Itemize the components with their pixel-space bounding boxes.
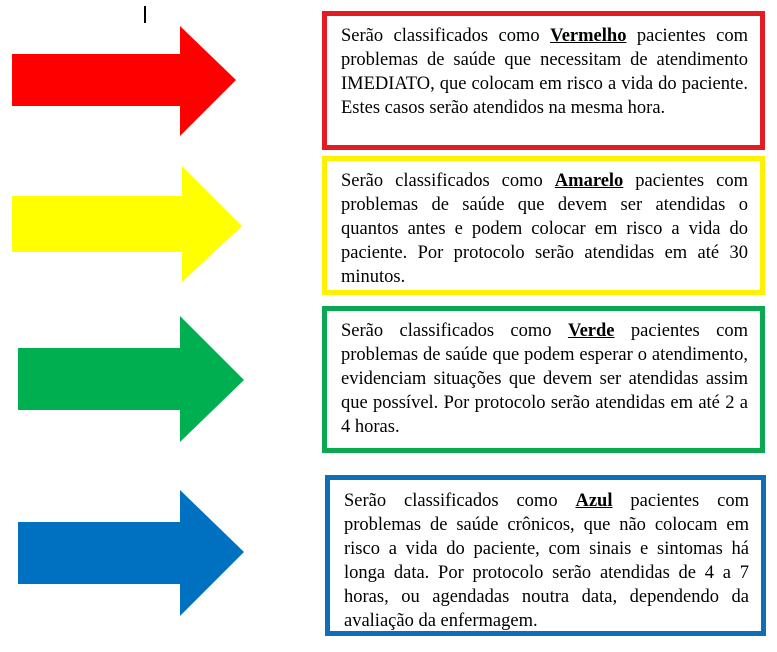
red-level-description: Serão classificados como Vermelho pacientes com problemas de saúde que necessitam de atendimento IMEDIATO, que colocam em risco a vida do paciente. Estes casos serão atendidos na mesma hora. [341, 26, 748, 118]
yellow-arrow-icon [12, 166, 244, 284]
blue-level-name: Azul [575, 491, 613, 511]
blue-level-box [325, 475, 766, 636]
green-level-box [322, 306, 765, 453]
blue-level-description: Serão classificados como Azul pacientes com problemas de saúde crônicos, que não colocam em risco a vida do paciente, com sinais e sintomas há longa data. Por protocolo serão atendidas de 4 a 7 horas, ou agendadas noutra data, dependendo da avaliação da enfermagem. [344, 491, 749, 631]
yellow-level-description: Serão classificados como Amarelo pacientes com problemas de saúde que devem ser atendidas o quantos antes e podem colocar em risco a vida do paciente. Por protocolo serão atendidas em até 30 minutos. [341, 171, 748, 287]
yellow-level-box [322, 156, 765, 295]
red-level-box [322, 11, 765, 150]
red-arrow-icon [12, 26, 238, 138]
text-cursor [144, 6, 146, 23]
red-level-name: Vermelho [550, 26, 627, 46]
green-arrow-icon [18, 316, 246, 444]
green-level-description: Serão classificados como Verde pacientes com problemas de saúde que podem esperar o atendimento, evidenciam situações que devem ser atendidas assim que possível. Por protocolo serão atendidas em até 2 a 4 horas. [341, 321, 748, 437]
yellow-level-name: Amarelo [554, 171, 624, 191]
green-level-name: Verde [567, 321, 615, 341]
blue-arrow-icon [18, 490, 246, 618]
